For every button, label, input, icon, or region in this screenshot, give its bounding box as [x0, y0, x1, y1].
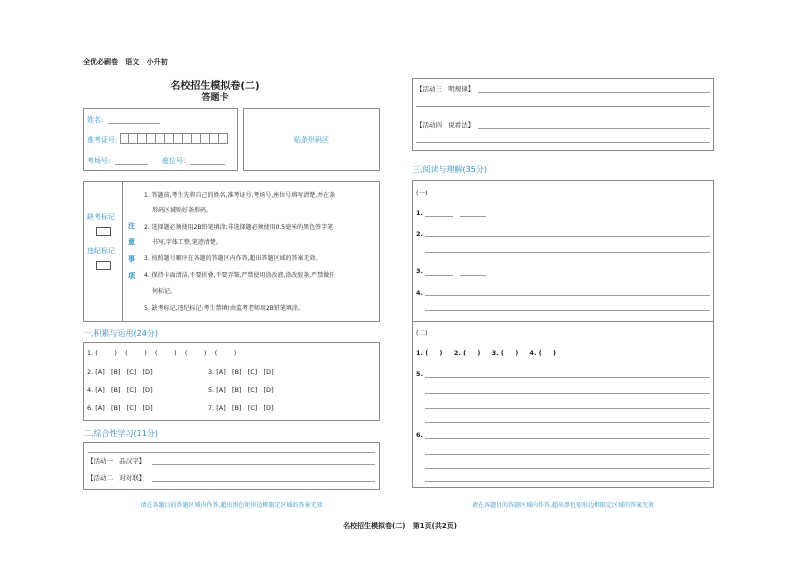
q6-line3[interactable]	[425, 468, 710, 469]
seat-label: 座位号:	[162, 157, 186, 165]
notice-label-1: 注	[128, 222, 135, 230]
barcode-label: 贴条形码区	[294, 136, 329, 144]
name-label: 姓名:	[87, 116, 104, 124]
notice-label-2: 意	[128, 238, 135, 246]
notice-item-2: 2. 选择题必须使用2B铅笔填涂;非选择题必须使用0.5毫米的黑色签字笔	[144, 224, 334, 231]
room-field[interactable]	[115, 164, 148, 165]
choice-q2[interactable]: 2. [A] [B] [C] [D]	[87, 368, 153, 376]
section3-title: 三,阅读与理解(35分)	[412, 165, 487, 174]
notice-item-4b: 何标记。	[152, 288, 177, 295]
choice-q7[interactable]: 7. [A] [B] [C] [D]	[208, 404, 274, 412]
name-field[interactable]	[108, 123, 160, 124]
choice-q5[interactable]: 5. [A] [B] [C] [D]	[208, 386, 274, 394]
part1-label: (一)	[416, 189, 428, 197]
q3-label: 3.	[416, 267, 423, 275]
exam-no-label: 准考证号:	[87, 136, 118, 144]
q5-label: 5.	[416, 370, 423, 378]
warning-right: 请在各题目的答题区域内作答,超出黑色矩形边框限定区域的答案无效	[472, 502, 654, 509]
activity4-label: 【活动四 说看法】	[416, 121, 475, 129]
page-subtitle: 答题卡	[201, 93, 229, 103]
q4-label: 4.	[416, 289, 423, 297]
notice-item-2b: 书写,字体工整,笔迹清楚。	[152, 239, 222, 246]
section2-title: 二,综合性学习(11分)	[83, 429, 158, 438]
violation-mark-label: 违纪标记	[87, 247, 115, 255]
q2-line1[interactable]	[425, 236, 710, 237]
notice-item-1: 1. 答题前,考生先将自己的姓名,准考证号,考场号,座位号填写清楚,并在条	[144, 192, 336, 199]
page-title: 名校招生模拟卷(二)	[170, 81, 260, 92]
q5-line4[interactable]	[425, 422, 710, 423]
activity3-line2[interactable]	[416, 106, 710, 107]
section2-answer-box	[83, 442, 380, 490]
part2-label: (二)	[416, 329, 428, 337]
seat-field[interactable]	[190, 164, 225, 165]
q1-blank2[interactable]	[460, 216, 486, 217]
q6-line1[interactable]	[425, 438, 710, 439]
section1-title: 一,积累与运用(24分)	[83, 329, 158, 338]
exam-no-grid[interactable]	[120, 133, 228, 144]
part2-choices[interactable]: 1. ( ) 2. ( ) 3. ( ) 4. ( )	[416, 349, 556, 357]
notice-label-3: 事	[128, 255, 135, 263]
activity2-line[interactable]	[152, 481, 375, 482]
q3-blank1[interactable]	[425, 275, 453, 276]
q4-line1[interactable]	[425, 295, 710, 296]
activity3-label: 【活动三 明规律】	[416, 85, 475, 93]
violation-mark-box[interactable]	[96, 261, 111, 270]
absent-mark-label: 缺考标记	[87, 213, 115, 221]
q5-line2[interactable]	[425, 393, 710, 394]
q6-line2[interactable]	[425, 454, 710, 455]
activity4-line1[interactable]	[478, 128, 710, 129]
q5-line1[interactable]	[425, 377, 710, 378]
part-divider	[412, 321, 714, 322]
brand-header: 全优必刷卷 语文 小升初	[83, 58, 168, 66]
page-footer: 名校招生模拟卷(二) 第1页(共2页)	[343, 522, 457, 530]
q3-blank2[interactable]	[460, 275, 486, 276]
notice-item-3: 3. 按照题号顺序在各题的答题区内作答,超出答题区域的答案无效。	[144, 255, 322, 262]
absent-mark-box[interactable]	[96, 227, 111, 236]
choice-q3[interactable]: 3. [A] [B] [C] [D]	[208, 368, 274, 376]
warning-left: 请在各题目的答题区域内作答,超出黑色矩形边框限定区域的答案无效	[140, 502, 323, 509]
q6-label: 6.	[416, 431, 423, 439]
activity1-label: 【活动一 品汉字】	[87, 457, 146, 465]
q4-line2[interactable]	[425, 310, 710, 311]
q1-label: 1.	[416, 209, 423, 217]
activity1-line[interactable]	[152, 464, 375, 465]
notice-item-4: 4. 保持卡面清洁,不要折叠,不要弄皱,严禁使用涂改液,涂改胶条,严禁做任	[144, 272, 336, 279]
room-label: 考场号:	[87, 157, 111, 165]
q6-line4[interactable]	[425, 481, 710, 482]
activity2-label: 【活动二 对对联】	[87, 474, 146, 482]
activity4-line2[interactable]	[416, 142, 710, 143]
section1-q1[interactable]: 1. ( ) ( ) ( ) ( ) ( )	[87, 349, 237, 357]
q5-line3[interactable]	[425, 408, 710, 409]
notice-box	[83, 181, 380, 322]
q1-blank1[interactable]	[425, 216, 453, 217]
notice-item-5: 5. 缺考标记,违纪标记:考生禁填!由监考老师用2B铅笔填涂。	[144, 305, 304, 312]
notice-label-4: 项	[128, 272, 135, 280]
choice-q6[interactable]: 6. [A] [B] [C] [D]	[87, 404, 153, 412]
notice-item-1b: 形码区域贴好条形码。	[152, 207, 213, 214]
q2-line2[interactable]	[425, 252, 710, 253]
section3-answer-box	[412, 180, 714, 488]
choice-q4[interactable]: 4. [A] [B] [C] [D]	[87, 386, 153, 394]
q2-label: 2.	[416, 230, 423, 238]
activity3-line1[interactable]	[478, 92, 710, 93]
